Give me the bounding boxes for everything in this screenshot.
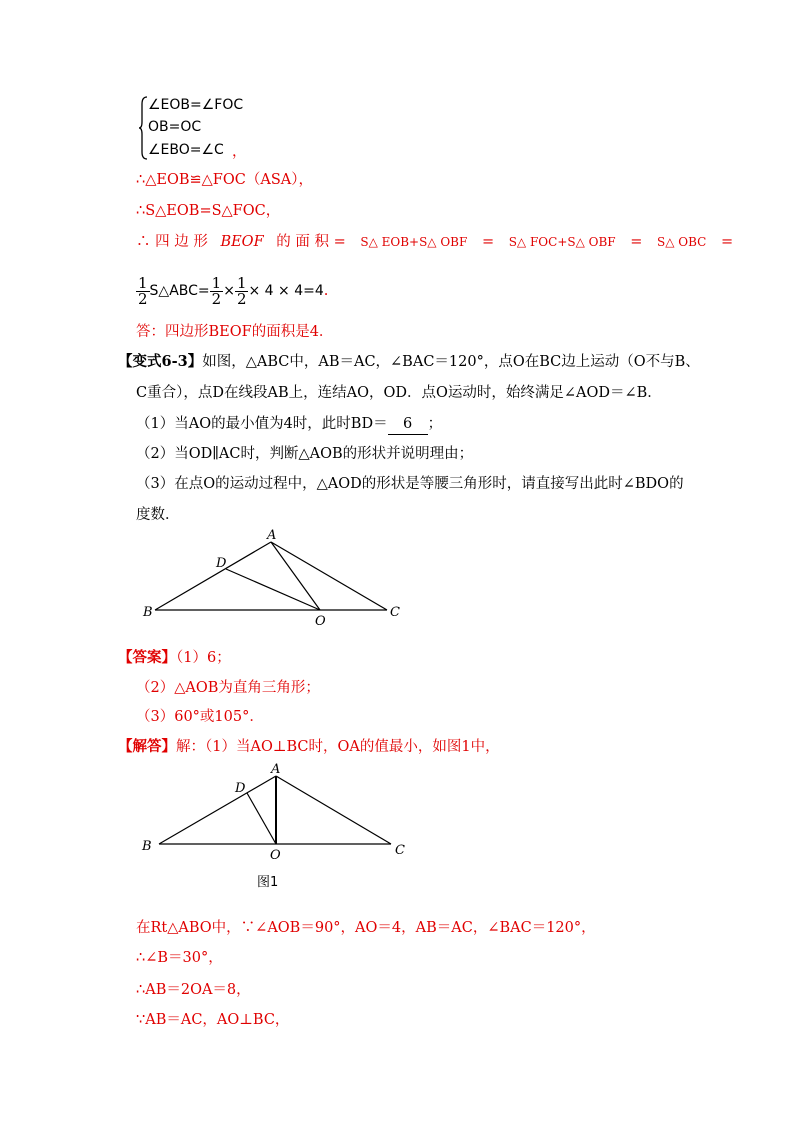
variant-line-2: C重合），点D在线段AB上，连结AO，OD．点O运动时，始终满足∠AOD＝∠B． — [136, 385, 662, 401]
step-3: ∴AB＝2OA＝8， — [136, 982, 251, 998]
figure-caption: 图1 — [257, 875, 279, 890]
step-2: ∴∠B＝30°， — [136, 950, 223, 966]
step-1: 在Rt△ABO中，∵∠AOB＝90°，AO＝4，AB＝AC，∠BAC＝120°， — [136, 920, 596, 936]
quad-area-line — [136, 232, 734, 252]
label-d-2: D — [235, 781, 246, 796]
question-3-line-2: 度数． — [136, 507, 180, 523]
congruence-line: ∴△EOB≌△FOC（ASA）， — [136, 172, 313, 188]
question-1 — [136, 414, 442, 435]
quad-mid: 的 面 积 = — [276, 234, 346, 250]
question-2: （2）当OD∥AC时，判断△AOB的形状并说明理由； — [136, 446, 474, 462]
label-d: D — [216, 556, 227, 571]
quad-eq-1: = — [481, 234, 495, 250]
system-line-3: ∠EBO=∠C — [148, 142, 224, 158]
question-1-end: ； — [427, 416, 443, 432]
area-equal-line: ∴S△EOB=S△FOC， — [136, 203, 281, 219]
quad-eq-2: = — [630, 234, 643, 250]
fraction-half-3: $\frac{1}{2}$ — [236, 273, 247, 308]
label-a-2: A — [271, 762, 281, 777]
answer-block-1 — [118, 648, 231, 668]
solution-intro — [118, 737, 500, 757]
calc-times: × — [223, 283, 235, 299]
answer-tag: 【答案】 — [118, 649, 176, 666]
label-o-2: O — [270, 848, 281, 863]
system-end: ， — [232, 144, 247, 160]
calc-end: . — [323, 283, 329, 299]
quad-name: BEOF — [220, 234, 264, 250]
s-abc: S△ABC — [149, 283, 198, 299]
answer-statement: 答：四边形BEOF的面积是4． — [136, 324, 334, 340]
calc-rest: × 4 × 4=4 — [248, 283, 324, 299]
solution-text: 解：（1）当AO⊥BC时，OA的值最小，如图1中， — [176, 739, 500, 755]
label-b: B — [143, 605, 153, 620]
quad-lead: ∴ 四 边 形 — [136, 234, 208, 250]
label-c: C — [390, 605, 400, 620]
answer-2: （2）△AOB为直角三角形； — [136, 680, 320, 696]
calc-eq: = — [197, 283, 210, 299]
quad-term-2: S△ FOC+S△ OBF — [508, 235, 616, 249]
label-b-2: B — [142, 839, 152, 854]
answer-3: （3）60°或105°． — [136, 709, 264, 725]
answer-blank: 6 — [388, 414, 428, 435]
system-line-1: ∠EOB=∠FOC — [148, 97, 244, 113]
fraction-half-1: $\frac{1}{2}$ — [138, 273, 148, 308]
quad-eq-3: = — [720, 234, 734, 250]
solution-tag: 【解答】 — [118, 738, 176, 755]
triangle-figure-2 — [135, 758, 425, 893]
question-3-line-1: （3）在点O的运动过程中，△AOD的形状是等腰三角形时，请直接写出此时∠BDO的 — [136, 476, 684, 492]
label-c-2: C — [395, 843, 405, 858]
question-1-text: （1）当AO的最小值为4时，此时BD＝ — [136, 416, 388, 432]
step-4: ∵AB＝AC，AO⊥BC， — [136, 1012, 290, 1028]
label-o: O — [315, 614, 326, 629]
area-calculation — [136, 274, 328, 308]
system-line-2: OB=OC — [148, 119, 202, 135]
quad-term-3: S△ OBC — [657, 235, 707, 249]
quad-term-1: S△ EOB+S△ OBF — [360, 235, 468, 249]
variant-text-1: 如图，△ABC中，AB＝AC，∠BAC＝120°，点O在BC边上运动（O不与B、 — [202, 354, 700, 370]
answer-1: （1）6； — [176, 650, 231, 666]
triangle-figure-1 — [130, 525, 420, 635]
fraction-half-2: $\frac{1}{2}$ — [211, 273, 222, 308]
label-a: A — [267, 528, 277, 543]
variant-line-1 — [118, 352, 700, 372]
variant-tag: 【变式6-3】 — [118, 353, 203, 370]
brace-symbol — [138, 96, 148, 160]
